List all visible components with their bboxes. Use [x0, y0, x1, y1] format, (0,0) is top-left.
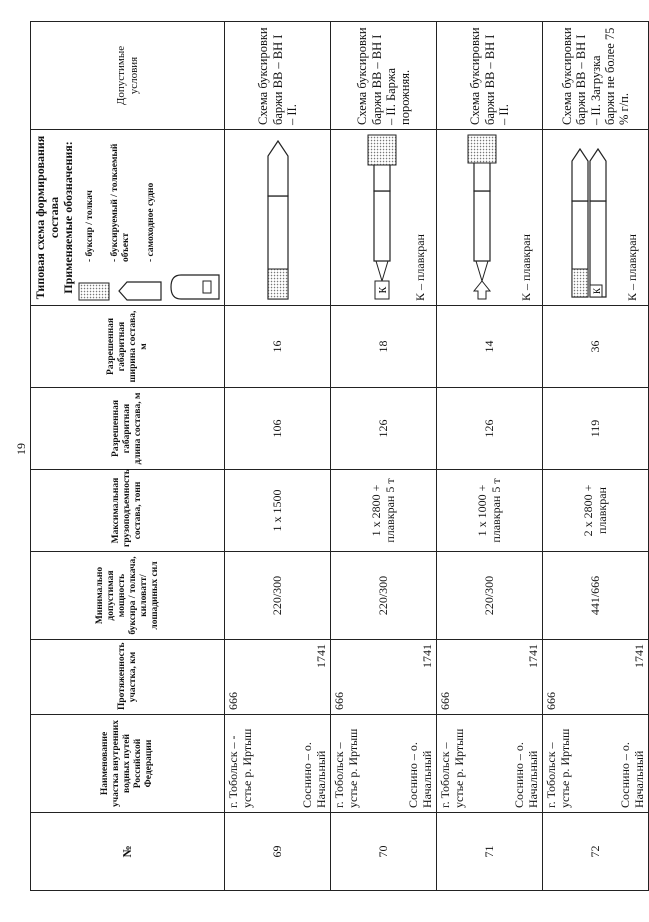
power-cell: 220/300 — [437, 552, 543, 640]
scheme-cell — [543, 130, 649, 306]
length-2: 1741 — [313, 644, 328, 668]
barge-bow — [572, 149, 588, 201]
power-cell: 441/666 — [543, 552, 649, 640]
barge-bow — [268, 141, 288, 196]
max-length-cell: 119 — [543, 388, 649, 470]
header-scheme — [31, 130, 225, 306]
barge-shape — [474, 191, 490, 261]
max-width-cell: 14 — [437, 306, 543, 388]
header-num: № — [31, 813, 225, 891]
page-number: 19 — [14, 443, 28, 455]
section-name-2: Соснино – о. Начальный — [299, 742, 328, 808]
header-conditions: Допустимые условия — [31, 22, 225, 130]
header-max-width: Разрешенная габаритная ширина состава, м — [31, 306, 225, 388]
self-propelled-vessel-icon — [169, 272, 221, 302]
table-row — [437, 22, 543, 891]
convoy-scheme-72 — [552, 133, 626, 301]
header-section: Наименование участка внутренних водных путей Российской Федерации — [31, 715, 225, 813]
crane-note: К – плавкран — [624, 234, 639, 301]
row-num: 72 — [543, 813, 649, 891]
length-2: 1741 — [419, 644, 434, 668]
length-cell — [543, 640, 649, 715]
convoy-scheme-71 — [446, 133, 520, 301]
length-1: 666 — [544, 692, 559, 710]
power-cell: 220/300 — [331, 552, 437, 640]
row-num: 69 — [225, 813, 331, 891]
tug-pusher-icon — [77, 280, 111, 302]
max-length-cell: 126 — [437, 388, 543, 470]
table-row — [225, 22, 331, 891]
capacity-cell: 1 x 1000 + плавкран 5 т — [437, 470, 543, 552]
length-cell — [225, 640, 331, 715]
scheme-cell — [225, 130, 331, 306]
legend-title: Применяемые обозначения: — [60, 141, 75, 294]
section-name-1: г. Тобольск – - устье р. Иртыш — [226, 728, 255, 808]
length-1: 666 — [332, 692, 347, 710]
section-name-2: Соснино – о. Начальный — [511, 742, 540, 808]
length-cell — [331, 640, 437, 715]
max-length-cell: 106 — [225, 388, 331, 470]
section-name-2: Соснино – о. Начальный — [405, 742, 434, 808]
barge-shape — [374, 191, 390, 261]
crane-letter: К — [377, 286, 389, 294]
capacity-cell: 1 x 1500 — [225, 470, 331, 552]
section-cell — [437, 715, 543, 813]
scheme-title: Типовая схема формирования состава — [33, 135, 61, 300]
table-row — [543, 22, 649, 891]
row-num: 71 — [437, 813, 543, 891]
length-2: 1741 — [631, 644, 646, 668]
max-width-cell: 18 — [331, 306, 437, 388]
crane-letter: К — [591, 287, 602, 295]
length-cell — [437, 640, 543, 715]
tug-shape — [572, 269, 588, 297]
length-2: 1741 — [525, 644, 540, 668]
legend — [75, 133, 221, 302]
section-name-2: Соснино – о. Начальный — [617, 742, 646, 808]
rotated-table-area — [30, 22, 646, 891]
section-cell — [331, 715, 437, 813]
max-length-cell: 126 — [331, 388, 437, 470]
max-width-cell: 36 — [543, 306, 649, 388]
length-1: 666 — [438, 692, 453, 710]
legend-icons — [77, 272, 221, 302]
legend-label-vessel: - самоходное судно — [146, 182, 157, 262]
convoy-scheme-69 — [228, 133, 328, 301]
tug-shape — [368, 135, 396, 165]
tow-line — [376, 261, 388, 281]
capacity-cell: 1 x 2800 + плавкран 5 т — [331, 470, 437, 552]
row-num: 70 — [331, 813, 437, 891]
crane-shape — [474, 281, 490, 299]
barge-shape — [590, 201, 606, 297]
section-cell — [225, 715, 331, 813]
convoy-scheme-70 — [340, 133, 414, 301]
capacity-cell: 2 x 2800 + плавкран — [543, 470, 649, 552]
table-row — [331, 22, 437, 891]
tug-shape — [268, 269, 288, 299]
conditions-cell: Схема буксировки баржи ВВ – ВН I – II. — [437, 22, 543, 130]
legend-labels — [77, 133, 157, 262]
scheme-cell — [437, 130, 543, 306]
section-name-1: г. Тобольск – устье р. Иртыш — [332, 728, 361, 808]
section-name-1: г. Тобольск – устье р. Иртыш — [438, 728, 467, 808]
barge-bow — [590, 149, 606, 201]
conditions-cell: Схема буксировки баржи ВВ – ВН I – II. Баржа порожняя. — [331, 22, 437, 130]
tug-shape — [468, 135, 496, 163]
header-length: Протяженность участка, км — [31, 640, 225, 715]
legend-label-barge: - буксируемый / толкаемый объект — [110, 143, 132, 262]
header-capacity: Максимальная грузоподъемность состава, тонн — [31, 470, 225, 552]
convoy-table — [30, 21, 649, 891]
tow-line — [476, 261, 488, 281]
towed-barge-icon — [117, 280, 163, 302]
section-name-1: г. Тобольск – устье р. Иртыш — [544, 728, 573, 808]
crane-note: К – плавкран — [412, 234, 427, 301]
conditions-cell: Схема буксировки баржи ВВ – ВН I – II. — [225, 22, 331, 130]
length-1: 666 — [226, 692, 241, 710]
power-cell: 220/300 — [225, 552, 331, 640]
header-max-length: Разрешенная габаритная длина состава, м — [31, 388, 225, 470]
conditions-cell: Схема буксировки баржи ВВ – ВН I – II. Загрузка баржи не более 75 % г/п. — [543, 22, 649, 130]
legend-label-tug: - буксир / толкач — [85, 190, 96, 262]
crane-note: К – плавкран — [518, 234, 533, 301]
section-cell — [543, 715, 649, 813]
header-power: Минимально допустимая мощность буксира / толкача, киловатт/лошадиных сил — [31, 552, 225, 640]
max-width-cell: 16 — [225, 306, 331, 388]
scheme-cell — [331, 130, 437, 306]
header-row — [31, 22, 225, 891]
